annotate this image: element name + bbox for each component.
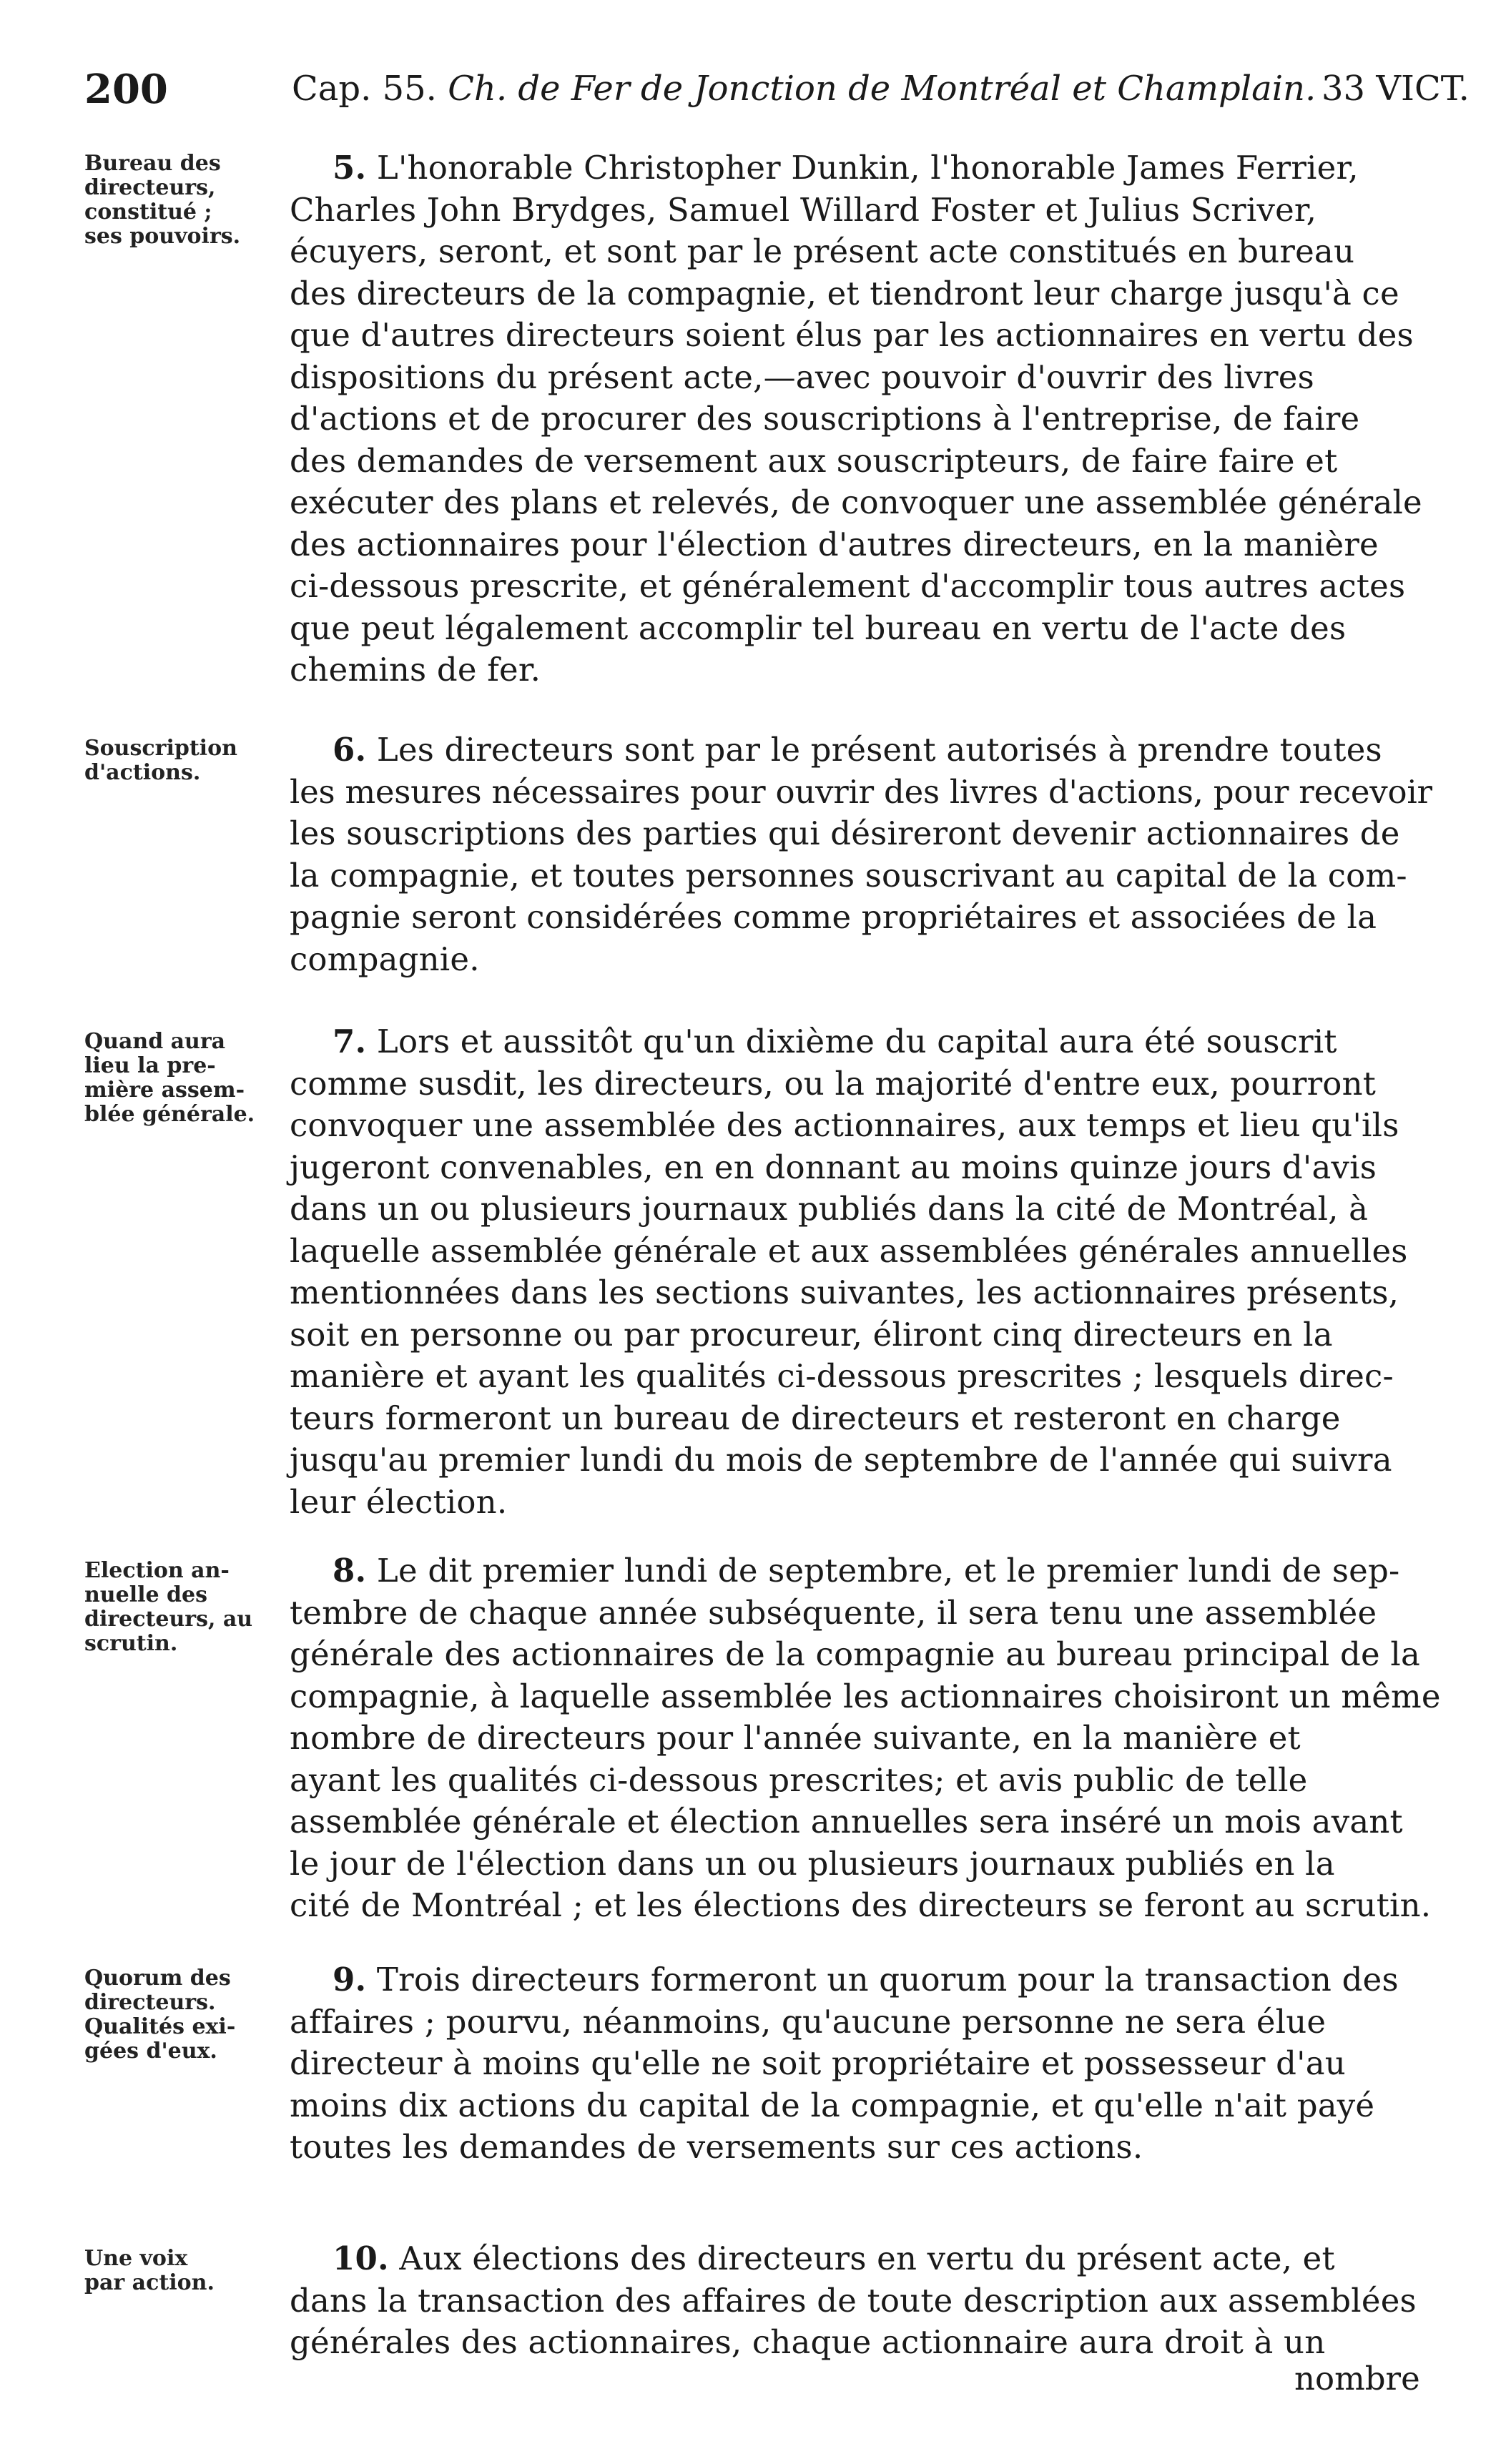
- section-number: 6.: [333, 731, 367, 769]
- margin-note: Une voix par action.: [84, 2246, 215, 2295]
- margin-note: Souscription d'actions.: [84, 736, 237, 785]
- running-header: [84, 66, 1470, 123]
- regnal-year: 33 VICT.: [1321, 69, 1470, 109]
- margin-note: Quorum des directeurs. Qualités exi- gées d'eux.: [84, 1966, 236, 2064]
- margin-note: Election an- nuelle des directeurs, au scrutin.: [84, 1558, 253, 1656]
- section-number: 7.: [333, 1022, 367, 1060]
- page-number: 200: [84, 66, 168, 113]
- chapter-label: Cap. 55.: [292, 69, 437, 109]
- section-text: 8. Le dit premier lundi de septembre, et le premier lundi de sep- tembre de chaque année subséquente, il sera tenu une assemblée générale des actionnaires de la compagnie au bureau principal de la compagnie, à laquelle assemblée les actionnaires choisiront un même nombre de directeurs pour l'année suivante, en la manière et ayant les qualités ci-dessous prescrites; et avis public de telle assemblée générale et élection annuelles sera inséré un mois avant le jour de l'élection dans un ou plusieurs journaux publiés en la cité de Montréal ; et les élections des directeurs se feront au scrutin.: [290, 1552, 1441, 1924]
- section-text: 5. L'honorable Christopher Dunkin, l'honorable James Ferrier, Charles John Brydges, Samuel Willard Foster et Julius Scriver, écuyers, seront, et sont par le présent acte constitués en bureau des directeurs de la compagnie, et tiendront leur charge jusqu'à ce que d'autres directeurs soient élus par les actionnaires en vertu des dispositions du présent acte,—avec pouvoir d'ouvrir des livres d'actions et de procurer des souscriptions à l'entreprise, de faire des demandes de versement aux souscripteurs, de faire faire et exécuter des plans et relevés, de convoquer une assemblée générale des actionnaires pour l'élection d'autres directeurs, en la manière ci-dessous prescrite, et généralement d'accomplir tous autres actes que peut légalement accomplir tel bureau en vertu de l'acte des chemins de fer.: [290, 149, 1422, 689]
- section-text: 6. Les directeurs sont par le présent autorisés à prendre toutes les mesures nécessaires pour ouvrir des livres d'actions, pour recevoir les souscriptions des parties qui désireront devenir actionnaires de la compagnie, et toutes personnes souscrivant au capital de la com- pagnie seront considérées comme propriétaires et associées de la compagnie.: [290, 731, 1432, 978]
- running-title: [292, 69, 1470, 109]
- margin-note: Quand aura lieu la pre- mière assem- blée générale.: [84, 1029, 255, 1127]
- section-text: 7. Lors et aussitôt qu'un dixième du capital aura été souscrit comme susdit, les directeurs, ou la majorité d'entre eux, pourront convoquer une assemblée des actionnaires, aux temps et lieu qu'ils jugeront convenables, en en donnant au moins quinze jours d'avis dans un ou plusieurs journaux publiés dans la cité de Montréal, à laquelle assemblée générale et aux assemblées générales annuelles mentionnées dans les sections suivantes, les actionnaires présents, soit en personne ou par procureur, éliront cinq directeurs en la manière et ayant les qualités ci-dessous prescrites ; lesquels direc- teurs formeront un bureau de directeurs et resteront en charge jusqu'au premier lundi du mois de septembre de l'année qui suivra leur élection.: [290, 1022, 1408, 1521]
- act-title: Ch. de Fer de Jonction de Montréal et Champlain.: [448, 69, 1316, 109]
- section-text: 10. Aux élections des directeurs en vertu du présent acte, et dans la transaction des affaires de toute description aux assemblées générales des actionnaires, chaque actionnaire aura droit à un: [290, 2239, 1417, 2361]
- section-number: 8.: [333, 1552, 367, 1590]
- catchword: nombre: [1294, 2360, 1420, 2398]
- section-number: 5.: [333, 149, 367, 187]
- section-text: 9. Trois directeurs formeront un quorum pour la transaction des affaires ; pourvu, néanmoins, qu'aucune personne ne sera élue directeur à moins qu'elle ne soit propriétaire et possesseur d'au moins dix actions du capital de la compagnie, et qu'elle n'ait payé toutes les demandes de versements sur ces actions.: [290, 1961, 1399, 2166]
- section-number: 10.: [333, 2239, 389, 2277]
- margin-note: Bureau des directeurs, constitué ; ses pouvoirs.: [84, 151, 241, 249]
- section-number: 9.: [333, 1961, 367, 1999]
